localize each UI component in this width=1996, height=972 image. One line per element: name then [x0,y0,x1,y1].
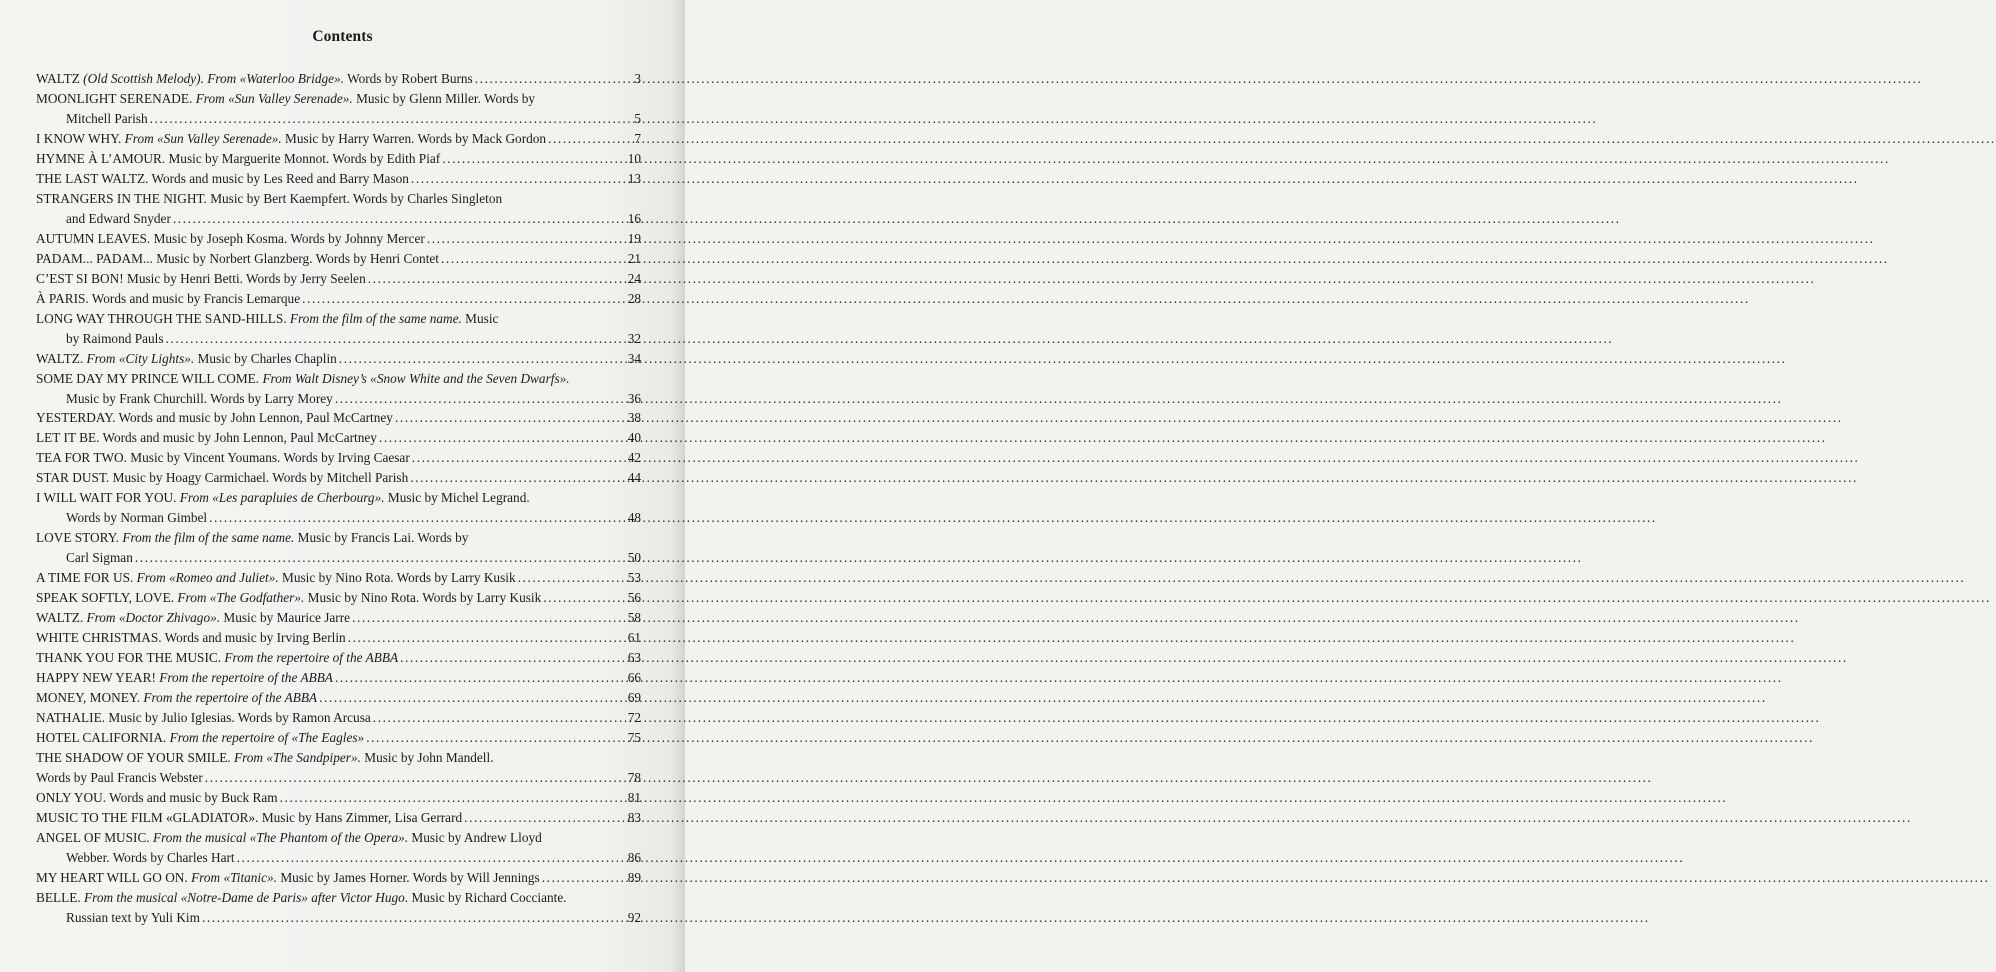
toc-entry-text: Music by Richard Cocciante. [408,889,567,905]
toc-entry-title-line [36,249,641,269]
toc-entry-title [36,149,440,169]
toc-page-number: 83 [627,809,641,825]
toc-entry-text: THE LAST WALTZ. Words and music by Les Reed and Barry Mason [36,170,409,186]
toc-entry[interactable] [36,828,641,868]
toc-entry-continuation: Webber. Words by Charles Hart [66,849,235,865]
toc-entry-title-line [36,89,641,109]
toc-entry-title [36,748,494,768]
toc-entry-title [36,309,498,329]
toc-entry-text: Words by Robert Burns [344,71,473,86]
toc-entry-text: Music by Maurice Jarre [220,610,351,626]
toc-entry-source: From the musical «Notre-Dame de Paris» after Victor Hugo. [84,889,409,905]
toc-entry-title-line [36,129,641,149]
toc-entry-title-line [36,369,641,389]
dot-leader [548,129,632,149]
toc-entry[interactable] [36,688,641,708]
toc-entry-continuation: Music by Frank Churchill. Words by Larry Morey [66,390,333,406]
toc-entry-title-line [36,608,641,628]
dot-leader [442,149,625,169]
dot-leader [542,868,626,888]
toc-entry[interactable] [36,189,641,229]
toc-entry-source: From Walt Disney’s «Snow White and the Seven Dwarfs». [262,370,570,386]
toc-entry[interactable] [36,428,641,448]
toc-entry-title-line [36,888,641,908]
toc-entry-continuation: Carl Sigman [66,550,133,566]
toc-page-number: 40 [627,430,641,446]
toc-entry-title [36,568,516,588]
toc-entry[interactable] [36,528,641,568]
toc-entry-text: THE SHADOW OF YOUR SMILE. [36,749,234,765]
toc-entry-text: TEA FOR TWO. Music by Vincent Youmans. Words by Irving Caesar [36,450,410,466]
toc-entry-title-line [36,229,641,249]
toc-entry-title-line [36,568,641,588]
toc-entry-title [36,89,535,109]
toc-page-number: 10 [627,150,641,166]
dot-leader [173,209,626,229]
toc-entry-source: From «Doctor Zhivago». [86,610,221,626]
toc-entry-title [36,528,468,548]
toc-entry-text: SPEAK SOFTLY, LOVE. [36,590,178,606]
toc-page-number: 32 [627,330,641,346]
toc-page-number: 3 [634,71,641,86]
toc-entry[interactable] [36,888,641,928]
toc-entry-title [36,448,410,468]
toc-page-number: 44 [627,470,641,486]
toc-entry[interactable] [36,648,641,668]
toc-entry-title [36,688,317,708]
dot-leader [395,408,626,428]
toc-entry-source: From «The Sandpiper». [233,749,361,765]
toc-entry-title-line [36,448,641,468]
toc-entry-text: C’EST SI BON! Music by Henri Betti. Words by Jerry Seelen [36,270,366,286]
toc-entry-text: HOTEL CALIFORNIA. [36,729,170,745]
toc-entry-text: MY HEART WILL GO ON. [36,869,192,885]
toc-page-number: 69 [627,690,641,706]
dot-leader [411,169,626,189]
toc-entry[interactable] [36,149,641,169]
toc-entry-text: LOVE STORY. [36,530,123,546]
toc-entry[interactable] [36,468,641,488]
dot-leader [135,548,626,568]
toc-entry-title-line [36,668,641,688]
toc-entry-title [36,369,570,389]
toc-entry-text: Music by Andrew Lloyd [408,829,542,845]
toc-page-number: 50 [627,550,641,566]
toc-entry-title-line [36,648,641,668]
toc-entry[interactable] [36,369,641,409]
dot-leader [335,389,626,409]
toc-entry[interactable] [36,289,641,309]
toc-entry-title [36,428,377,448]
toc-page-number: 36 [627,390,641,406]
toc-page-number: 28 [627,290,641,306]
toc-entry-text: WALTZ. [36,350,87,366]
toc-entry-text: Music by Charles Chaplin [194,350,337,366]
dot-leader [543,588,625,608]
dot-leader [202,908,626,928]
toc-entry-title [36,868,540,888]
toc-entry-source: From the film of the same name. [122,530,295,546]
toc-entry-text: ANGEL OF MUSIC. [36,829,153,845]
toc-entry-continuation-line [36,508,641,528]
dot-leader [518,568,626,588]
toc-entry-title [36,788,278,808]
toc-entry-text: MOONLIGHT SERENADE. [36,90,196,106]
toc-entry[interactable] [36,628,641,648]
toc-entry-source: From «Les parapluies de Cherbourg». [179,490,385,506]
toc-entry-text: AUTUMN LEAVES. Music by Joseph Kosma. Words by Johnny Mercer [36,230,425,246]
toc-page-number: 19 [627,230,641,246]
dot-leader [366,728,626,748]
toc-entry-text: Music by James Horner. Words by Will Jennings [277,869,540,885]
dot-leader [373,708,626,728]
toc-entry-title [36,588,541,608]
toc-entry-title [36,249,439,269]
toc-entry[interactable] [36,868,641,888]
toc-entry-title [36,169,409,189]
toc-entry-text: STAR DUST. Music by Hoagy Carmichael. Words by Mitchell Parish [36,470,409,486]
toc-entry-source: From the musical «The Phantom of the Opera». [152,829,409,845]
toc-entry-text: LET IT BE. Words and music by John Lennon, Paul McCartney [36,430,377,446]
toc-entry-text: I WILL WAIT FOR YOU. [36,490,180,506]
toc-entry-continuation-line [36,908,641,928]
toc-page-number: 38 [627,410,641,426]
toc-entry-title-line [36,428,641,448]
toc-entry-title-line [36,289,641,309]
dot-leader [339,349,626,369]
toc-entry-text: ONLY YOU. Words and music by Buck Ram [36,789,278,805]
toc-entry-text: HAPPY NEW YEAR! [36,670,160,686]
toc-entry-continuation: by Raimond Pauls [66,330,164,346]
toc-entry-source: From the repertoire of «The Eagles» [169,729,365,745]
dot-leader [209,508,626,528]
toc-entry-continuation: and Edward Snyder [66,210,171,226]
toc-entry-title-line [36,468,641,488]
toc-page-number: 72 [627,710,641,725]
toc-entry-title [36,229,425,249]
toc-entry-source: From the repertoire of the ABBA [159,670,333,686]
toc-entry-title-line [36,688,641,708]
toc-entry-title [36,289,300,309]
toc-entry[interactable] [36,229,641,249]
toc-page-number: 48 [627,510,641,526]
toc-entry-title-line [36,748,641,768]
toc-entry-continuation: Mitchell Parish [66,110,148,126]
toc-entry-text: MUSIC TO THE FILM «GLADIATOR». Music by Hans Zimmer, Lisa Gerrard [36,809,463,825]
dot-leader [427,229,626,249]
toc-entry-source: (Old Scottish Melody). From «Waterloo Bridge». [83,71,345,86]
toc-entry-text: THANK YOU FOR THE MUSIC. [36,650,225,666]
toc-entry-text: Music by Nino Rota. Words by Larry Kusik [278,570,516,586]
toc-entry-title [36,628,346,648]
toc-entry[interactable] [36,349,641,369]
toc-entry-title [36,668,333,688]
toc-entry[interactable] [36,788,641,808]
toc-entry-title-line [36,189,641,209]
toc-entry[interactable] [36,169,641,189]
toc-entry[interactable] [36,668,641,688]
dot-leader [335,668,626,688]
toc-entry-text: WALTZ [36,71,84,86]
toc-entry[interactable] [36,129,641,149]
dot-leader [410,468,625,488]
toc-entry-source: From the film of the same name. [289,310,462,326]
toc-entry[interactable] [36,588,641,608]
toc-entry-text: Music by Glenn Miller. Words by [352,90,535,106]
toc-entry[interactable] [36,89,641,129]
toc-entry-title-line [36,708,641,728]
toc-page-number: 86 [627,849,641,865]
toc-entry[interactable] [36,408,641,428]
toc-entry-text: Music [461,310,499,326]
dot-leader [280,788,626,808]
toc-page-number: 81 [627,789,641,805]
toc-entry-continuation: Words by Norman Gimbel [66,510,208,526]
toc-entry-title-line [36,828,641,848]
toc-entry-title [36,69,473,89]
toc-page-number: 16 [627,210,641,226]
toc-entry-title-line [36,69,641,89]
toc-entry-text: NATHALIE. Music by Julio Iglesias. Words by Ramon Arcusa [36,710,371,725]
toc-page-number: 89 [627,869,641,885]
toc-entry-continuation: Russian text by Yuli Kim [66,909,200,925]
toc-entry-source: From «Romeo and Juliet». [136,570,279,586]
toc-entry-text: Music by Harry Warren. Words by Mack Gordon [281,130,547,146]
toc-entry[interactable] [36,808,641,828]
toc-page-number: 53 [627,570,641,586]
toc-entry-text: Music by Nino Rota. Words by Larry Kusik [304,590,542,606]
toc-entry-title [36,269,366,289]
toc-entry-text: À PARIS. Words and music by Francis Lemarque [36,290,301,306]
toc-page-number: 56 [627,590,641,606]
dot-leader [368,269,626,289]
toc-page-number: 63 [627,650,641,666]
toc-entry-text: STRANGERS IN THE NIGHT. Music by Bert Kaempfert. Words by Charles Singleton [36,190,503,206]
toc-entry[interactable] [36,448,641,468]
toc-entry-title-line [36,488,641,508]
toc-entry-title-line [36,808,641,828]
toc-entry[interactable] [36,309,641,349]
toc-entry-title [36,129,546,149]
table-of-contents [36,69,641,928]
toc-entry-continuation-line [36,548,641,568]
toc-page-number: 92 [627,909,641,925]
toc-entry-title [36,728,364,748]
toc-entry[interactable] [36,568,641,588]
dot-leader [441,249,626,269]
toc-entry-title [36,708,371,728]
toc-entry-title [36,828,542,848]
toc-entry-title-line [36,628,641,648]
toc-entry-title [36,648,398,668]
toc-entry-title [36,888,567,908]
toc-page-number: 5 [634,110,641,126]
toc-entry-title-line [36,788,641,808]
toc-entry-continuation-line [36,768,641,788]
toc-entry-title [36,488,530,508]
toc-entry-text: PADAM... PADAM... Music by Norbert Glanzberg. Words by Henri Contet [36,250,439,266]
toc-entry-text: LONG WAY THROUGH THE SAND-HILLS. [36,310,290,326]
toc-entry-source: From «Sun Valley Serenade». [124,130,282,146]
dot-leader [319,688,626,708]
toc-page-number: 75 [627,729,641,745]
toc-entry[interactable] [36,269,641,289]
toc-entry-text: BELLE. [36,889,85,905]
toc-entry[interactable] [36,608,641,628]
toc-page-number: 66 [627,670,641,686]
toc-entry-title-line [36,149,641,169]
toc-page-number: 61 [627,630,641,646]
toc-entry-continuation-line [36,389,641,409]
toc-entry-title-line [36,269,641,289]
toc-entry-title [36,189,502,209]
toc-entry-title-line [36,588,641,608]
toc-entry-title [36,408,393,428]
toc-entry-text: Music by Francis Lai. Words by [294,530,469,546]
dot-leader [166,329,626,349]
toc-entry-continuation-line [36,209,641,229]
toc-entry[interactable] [36,728,641,748]
toc-entry-title-line [36,408,641,428]
toc-entry-continuation-line [36,109,641,129]
toc-entry-title-line [36,169,641,189]
dot-leader [475,69,633,89]
toc-entry-source: From «City Lights». [86,350,195,366]
dot-leader [400,648,626,668]
dot-leader [412,448,626,468]
toc-entry-text: MONEY, MONEY. [36,690,144,706]
toc-page-number: 34 [627,350,641,366]
toc-entry[interactable] [36,249,641,269]
dot-leader [352,608,626,628]
toc-entry-text: SOME DAY MY PRINCE WILL COME. [36,370,263,386]
toc-entry-source: From «Titanic». [191,869,278,885]
toc-entry-continuation: Words by Paul Francis Webster [36,769,203,785]
toc-page-number: 24 [627,270,641,286]
toc-entry-source: From «The Godfather». [177,590,305,606]
toc-entry-continuation-line [36,848,641,868]
toc-entry-text: Music by John Mandell. [360,749,494,765]
dot-leader [237,848,626,868]
toc-entry-text: HYMNE À L’AMOUR. Music by Marguerite Monnot. Words by Edith Piaf [36,150,441,166]
toc-entry-text: WHITE CHRISTMAS. Words and music by Irving Berlin [36,630,346,646]
toc-entry-title-line [36,728,641,748]
toc-entry-title-line [36,349,641,369]
toc-entry-title-line [36,309,641,329]
toc-page-number: 7 [634,130,641,146]
dot-leader [379,428,626,448]
toc-entry-text: A TIME FOR US. [36,570,137,586]
toc-entry-source: From the repertoire of the ABBA [143,690,318,706]
toc-page-number: 58 [627,610,641,626]
toc-page-number: 42 [627,450,641,466]
toc-entry-text: I KNOW WHY. [36,130,125,146]
dot-leader [348,628,626,648]
page-title: Contents [312,28,373,45]
dot-leader [302,289,626,309]
toc-entry-text: WALTZ. [36,610,87,626]
toc-entry-title [36,608,350,628]
toc-entry-text: YESTERDAY. Words and music by John Lennon, Paul McCartney [36,410,393,426]
toc-entry-title-line [36,528,641,548]
toc-entry[interactable] [36,708,641,728]
dot-leader [464,808,626,828]
dot-leader [150,109,633,129]
toc-entry-source: From the repertoire of the ABBA [224,650,399,666]
toc-page-number: 21 [627,250,641,266]
toc-entry-text: Music by Michel Legrand. [384,490,530,506]
toc-entry[interactable] [36,488,641,528]
toc-entry-title [36,349,337,369]
toc-entry-title [36,808,462,828]
toc-page-number: 13 [627,170,641,186]
toc-page-number: 78 [627,769,641,785]
toc-entry-source: From «Sun Valley Serenade». [195,90,353,106]
dot-leader [205,768,626,788]
toc-entry[interactable] [36,748,641,788]
page [0,0,685,972]
toc-entry[interactable] [36,69,641,89]
toc-entry-continuation-line [36,329,641,349]
toc-entry-title [36,468,408,488]
toc-entry-title-line [36,868,641,888]
